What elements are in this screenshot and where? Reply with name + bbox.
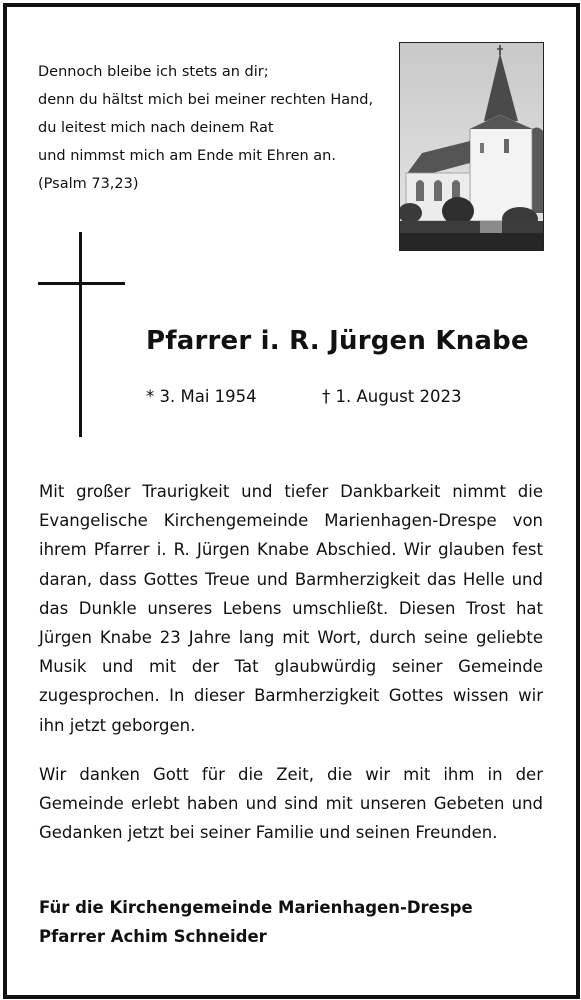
- quote-line: denn du hältst mich bei meiner rechten Hand,: [38, 92, 374, 108]
- birth-date: * 3. Mai 1954: [146, 387, 257, 406]
- death-date: † 1. August 2023: [322, 387, 462, 406]
- quote-line: Dennoch bleibe ich stets an dir;: [38, 64, 269, 80]
- cross-icon: [79, 232, 82, 437]
- obituary-paragraph: Mit großer Traurigkeit und tiefer Dankbarkeit nimmt die Evangelische Kirchengemeinde Marienhagen-Drespe von ihrem Pfarrer i. R. Jürgen Knabe Abschied. Wir glauben fest daran, dass Gottes Treue und Barmherzigkeit das Helle und das Dunkle unseres Lebens umschließt. Diesen Trost hat Jürgen Knabe 23 Jahre lang mit Wort, durch seine geliebte Musik und mit der Tat glaubwürdig seiner Gemeinde zugesprochen. In dieser Barmherzigkeit Gottes wissen wir ihn jetzt geborgen.: [39, 482, 543, 735]
- obituary-paragraph: Wir danken Gott für die Zeit, die wir mit ihm in der Gemeinde erlebt haben und sind mit unseren Gebeten und Gedanken jetzt bei seiner Familie und seinen Freunden.: [39, 765, 543, 843]
- signature: [39, 893, 473, 951]
- signature-person: Pfarrer Achim Schneider: [39, 927, 267, 946]
- cross-icon-bar: [38, 282, 125, 285]
- quote-source: (Psalm 73,23): [38, 176, 139, 192]
- signature-organization: Für die Kirchengemeinde Marienhagen-Drespe: [39, 898, 473, 917]
- psalm-quote: [38, 58, 388, 198]
- quote-line: und nimmst mich am Ende mit Ehren an.: [38, 148, 336, 164]
- deceased-name: Pfarrer i. R. Jürgen Knabe: [146, 326, 529, 356]
- church-photo: [399, 42, 544, 251]
- quote-line: du leitest mich nach deinem Rat: [38, 120, 274, 136]
